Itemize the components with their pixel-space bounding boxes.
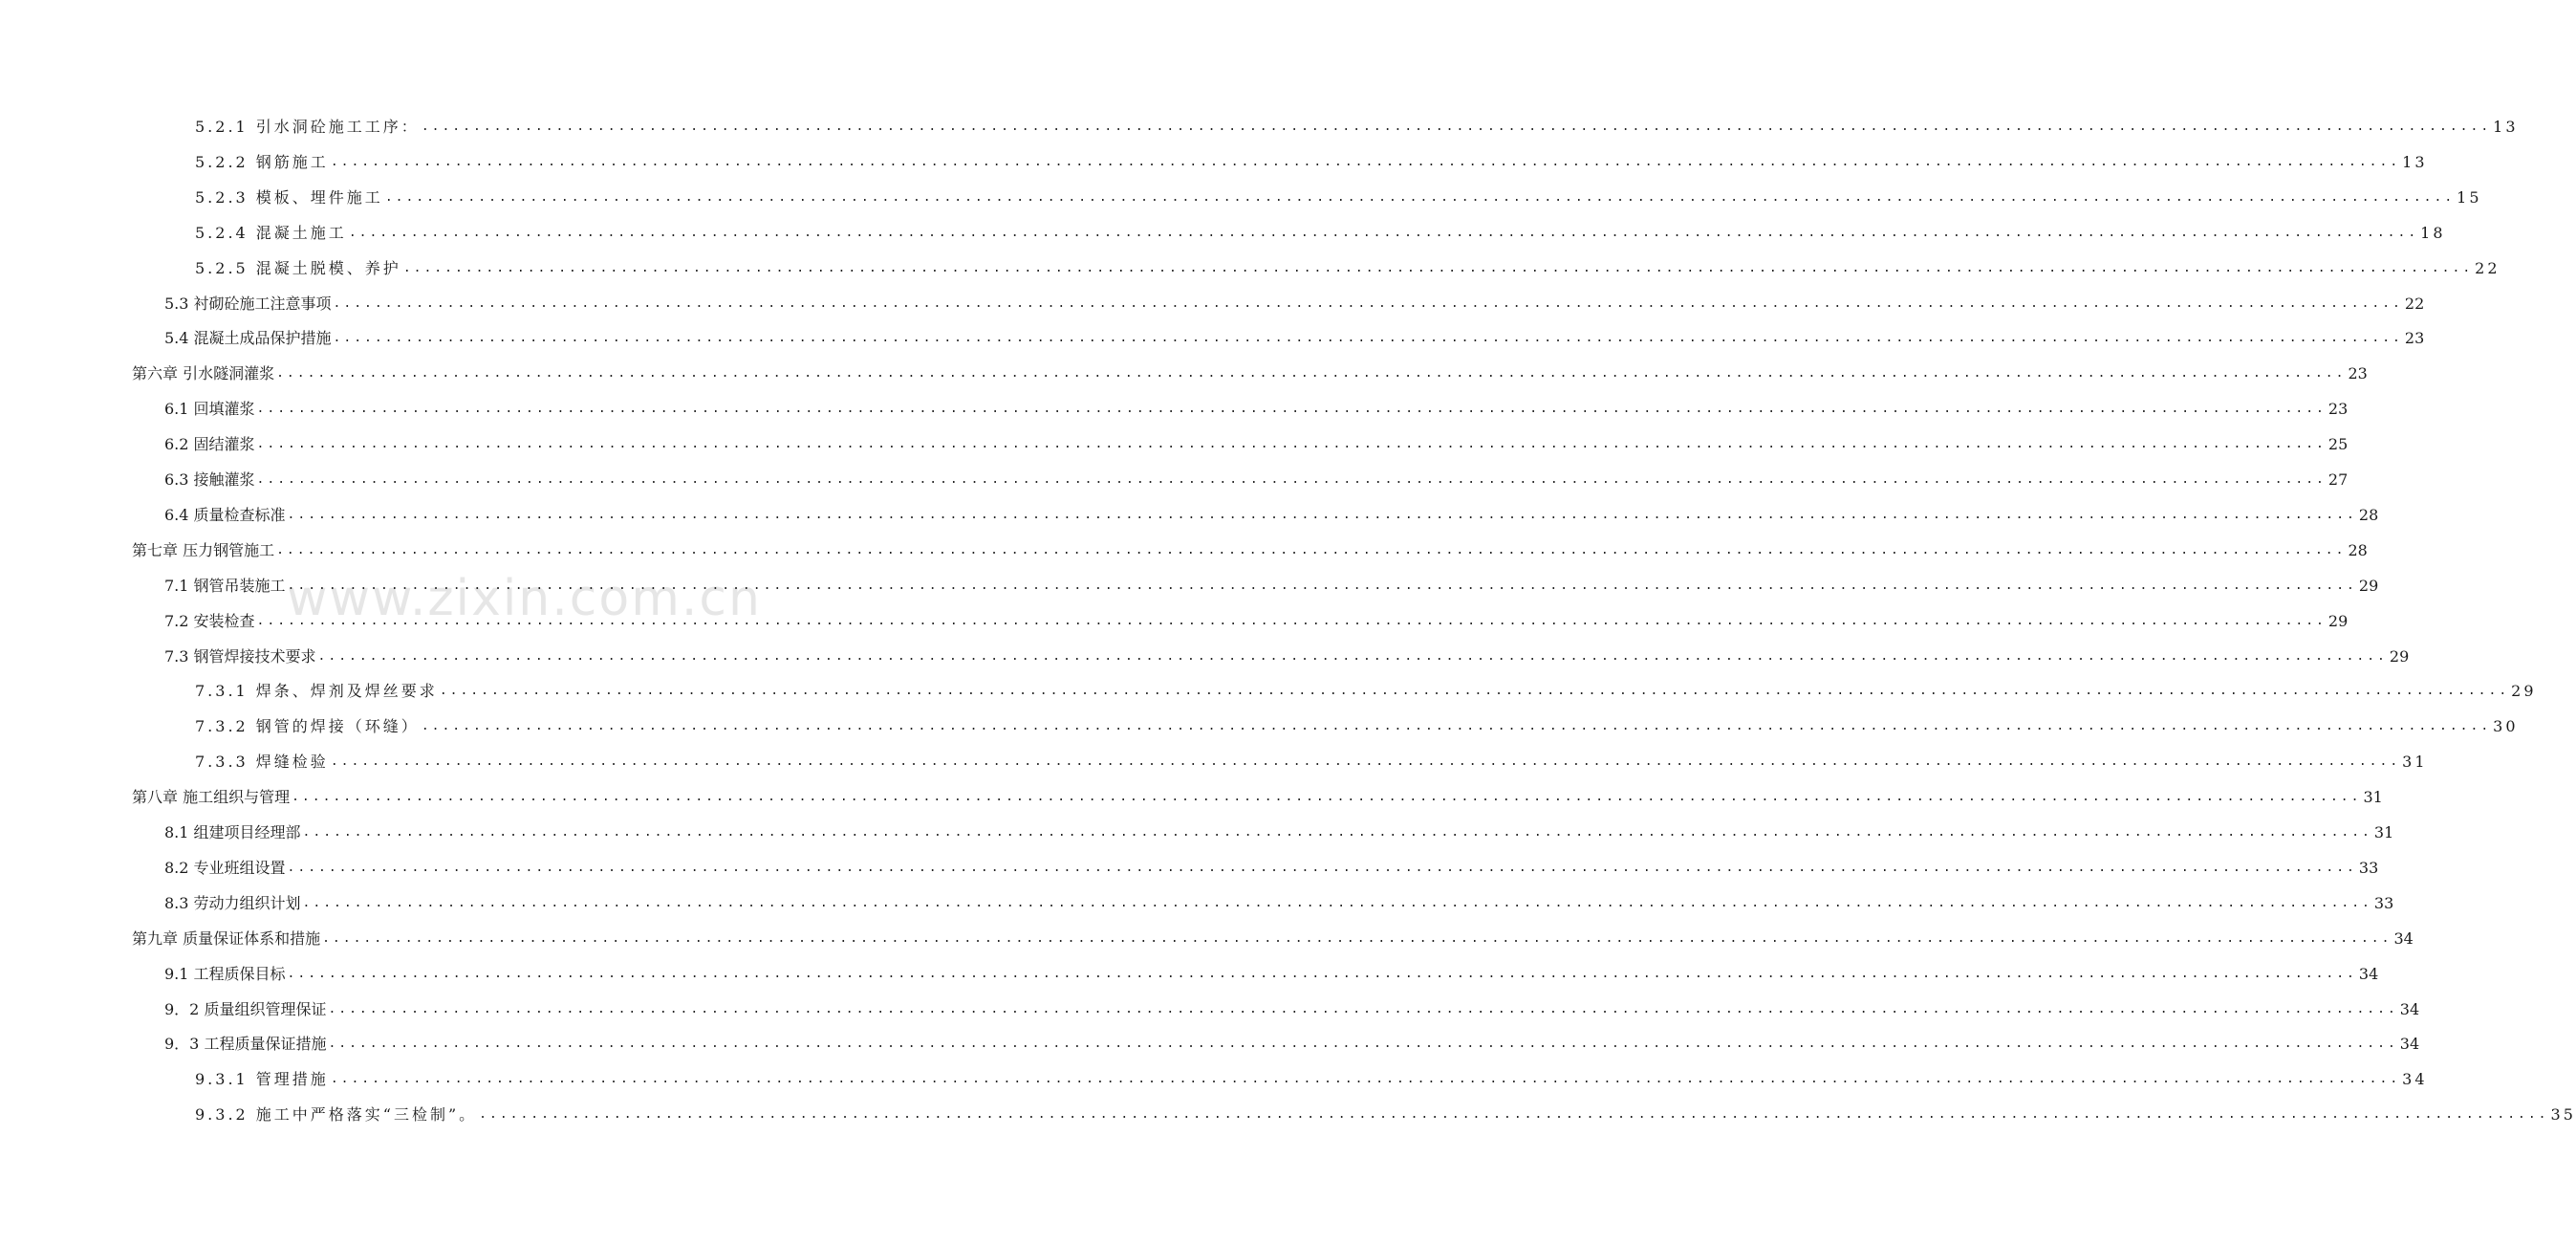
toc-entry-label: 6.1 回填灌浆 xyxy=(164,400,255,419)
toc-leader-dots: ........................................................................................................................................................................................................ xyxy=(421,120,2492,134)
toc-entry-label: 9.1 工程质保目标 xyxy=(164,964,286,983)
toc-entry-page: 13 xyxy=(2493,118,2519,136)
toc-entry-page: 27 xyxy=(2327,470,2349,489)
toc-entry-label: 7.1 钢管吊装施工 xyxy=(164,576,286,595)
toc-entry[interactable] xyxy=(195,219,2446,248)
toc-entry-label: 7.3.1 焊条、焊剂及焊丝要求 xyxy=(195,682,438,701)
toc-entry-label: 9.3.1 管理措施 xyxy=(195,1070,329,1089)
toc-leader-dots: ........................................................................................................................................................................................................ xyxy=(328,1037,2398,1052)
toc-entry-page: 22 xyxy=(2404,294,2425,313)
toc-entry-page: 23 xyxy=(2348,364,2368,383)
toc-entry-page: 31 xyxy=(2402,753,2428,772)
toc-entry-page: 34 xyxy=(2399,999,2420,1018)
toc-entry[interactable] xyxy=(164,466,2349,494)
toc-entry-page: 34 xyxy=(2393,928,2414,948)
toc-leader-dots: ........................................................................................................................................................................................................ xyxy=(330,1072,2401,1087)
toc-entry-page: 28 xyxy=(2358,505,2379,524)
toc-leader-dots: ........................................................................................................................................................................................................ xyxy=(317,648,2388,664)
toc-entry[interactable] xyxy=(132,536,2368,565)
toc-entry-page: 34 xyxy=(2402,1070,2428,1089)
toc-leader-dots: ........................................................................................................................................................................................................ xyxy=(330,154,2401,169)
toc-leader-dots: ........................................................................................................................................................................................................ xyxy=(292,790,2362,805)
watermark: www.zixin.com.cn xyxy=(287,570,762,627)
toc-entry-label: 5.2.3 模板、埋件施工 xyxy=(195,187,383,207)
toc-entry[interactable] xyxy=(164,1030,2420,1059)
toc-entry-page: 34 xyxy=(2399,1035,2420,1054)
toc-entry-page: 31 xyxy=(2363,788,2383,807)
toc-leader-dots: ........................................................................................................................................................................................................ xyxy=(439,684,2510,699)
toc-entry-page: 29 xyxy=(2358,576,2379,595)
toc-entry-page: 23 xyxy=(2327,400,2349,419)
toc-entry-page: 28 xyxy=(2348,540,2368,559)
toc-entry-page: 18 xyxy=(2420,223,2446,242)
toc-entry-page: 23 xyxy=(2404,329,2425,348)
toc-leader-dots: ........................................................................................................................................................................................................ xyxy=(328,1001,2398,1016)
toc-entry-label: 8.3 劳动力组织计划 xyxy=(164,893,301,912)
toc-leader-dots: ........................................................................................................................................................................................................ xyxy=(276,542,2347,557)
toc-entry[interactable] xyxy=(195,113,2519,142)
toc-entry-label: 第七章 压力钢管施工 xyxy=(132,540,275,559)
toc-entry-label: 5.3 衬砌砼施工注意事项 xyxy=(164,294,332,313)
toc-leader-dots: ........................................................................................................................................................................................................ xyxy=(330,754,2401,770)
toc-entry[interactable] xyxy=(195,184,2482,212)
toc-leader-dots: ........................................................................................................................................................................................................ xyxy=(402,260,2474,275)
toc-entry-label: 第六章 引水隧洞灌浆 xyxy=(132,364,275,383)
toc-entry[interactable] xyxy=(132,360,2368,388)
toc-leader-dots: ........................................................................................................................................................................................................ xyxy=(302,825,2372,840)
toc-entry[interactable] xyxy=(164,643,2410,671)
toc-entry[interactable] xyxy=(164,854,2379,883)
toc-entry[interactable] xyxy=(195,712,2519,741)
toc-entry[interactable] xyxy=(195,1065,2428,1094)
toc-entry-label: 9．2 质量组织管理保证 xyxy=(164,999,327,1018)
toc-leader-dots: ........................................................................................................................................................................................................ xyxy=(348,225,2419,240)
toc-entry-page: 34 xyxy=(2358,964,2379,983)
toc-leader-dots: ........................................................................................................................................................................................................ xyxy=(333,331,2403,346)
toc-entry-label: 8.1 组建项目经理部 xyxy=(164,823,301,841)
toc-entry-label: 7.3.3 焊缝检验 xyxy=(195,753,329,772)
toc-entry-label: 7.2 安装检查 xyxy=(164,611,255,630)
toc-entry-label: 7.3.2 钢管的焊接（环缝） xyxy=(195,717,420,736)
toc-entry[interactable] xyxy=(132,783,2383,812)
toc-entry-label: 5.2.2 钢筋施工 xyxy=(195,152,329,171)
toc-entry-label: 5.2.4 混凝土施工 xyxy=(195,223,347,242)
toc-leader-dots: ........................................................................................................................................................................................................ xyxy=(287,578,2357,593)
toc-entry[interactable] xyxy=(164,960,2379,989)
toc-entry-page: 25 xyxy=(2327,435,2349,454)
toc-entry-label: 6.3 接触灌浆 xyxy=(164,470,255,489)
toc-entry-page: 31 xyxy=(2373,823,2394,841)
toc-leader-dots: ........................................................................................................................................................................................................ xyxy=(256,402,2327,417)
toc-entry[interactable] xyxy=(195,254,2500,283)
toc-entry-label: 5.2.5 混凝土脱模、养护 xyxy=(195,258,401,277)
toc-entry-page: 29 xyxy=(2511,682,2537,701)
toc-entry[interactable] xyxy=(164,501,2379,530)
toc-entry-label: 5.2.1 引水洞砼施工工序： xyxy=(195,118,420,136)
toc-entry[interactable] xyxy=(164,290,2425,318)
toc-leader-dots: ........................................................................................................................................................................................................ xyxy=(333,295,2403,311)
toc-entry[interactable] xyxy=(164,889,2394,918)
toc-entry[interactable] xyxy=(164,395,2349,424)
toc-leader-dots: ........................................................................................................................................................................................................ xyxy=(256,472,2327,487)
toc-entry-page: 33 xyxy=(2358,858,2379,877)
toc-leader-dots: ........................................................................................................................................................................................................ xyxy=(287,860,2357,875)
toc-leader-dots: ........................................................................................................................................................................................................ xyxy=(322,930,2392,946)
toc-entry[interactable] xyxy=(164,324,2425,353)
toc-entry-label: 7.3 钢管焊接技术要求 xyxy=(164,646,316,666)
toc-entry-page: 29 xyxy=(2327,611,2349,630)
toc-leader-dots: ........................................................................................................................................................................................................ xyxy=(256,437,2327,452)
toc-leader-dots: ........................................................................................................................................................................................................ xyxy=(302,895,2372,910)
toc-entry-label: 9．3 工程质量保证措施 xyxy=(164,1035,327,1054)
toc-leader-dots: ........................................................................................................................................................................................................ xyxy=(287,966,2357,981)
toc-entry-label: 5.4 混凝土成品保护措施 xyxy=(164,329,332,348)
toc-entry[interactable] xyxy=(195,677,2537,706)
toc-entry[interactable] xyxy=(164,819,2394,847)
toc-leader-dots: ........................................................................................................................................................................................................ xyxy=(384,189,2456,205)
toc-leader-dots: ........................................................................................................................................................................................................ xyxy=(421,719,2492,734)
toc-leader-dots: ........................................................................................................................................................................................................ xyxy=(287,507,2357,522)
toc-entry-page: 15 xyxy=(2457,187,2482,207)
toc-entry-page: 30 xyxy=(2493,717,2519,736)
toc-entry-label: 第八章 施工组织与管理 xyxy=(132,788,291,807)
toc-leader-dots: ........................................................................................................................................................................................................ xyxy=(276,366,2347,382)
toc-entry[interactable] xyxy=(132,925,2414,953)
toc-entry-label: 9.3.2 施工中严格落实“三检制”。 xyxy=(195,1105,478,1125)
toc-entry-page: 13 xyxy=(2402,152,2428,171)
toc-entry-page: 22 xyxy=(2475,258,2500,277)
toc-entry[interactable] xyxy=(164,995,2420,1024)
toc-entry-page: 29 xyxy=(2389,646,2410,666)
toc-entry[interactable] xyxy=(164,607,2349,636)
toc-entry-label: 6.4 质量检查标准 xyxy=(164,505,286,524)
toc-entry[interactable] xyxy=(195,1101,2576,1129)
toc-entry-page: 33 xyxy=(2373,893,2394,912)
toc-entry-label: 6.2 固结灌浆 xyxy=(164,435,255,454)
toc-entry[interactable] xyxy=(164,430,2349,459)
toc-entry[interactable] xyxy=(195,148,2428,177)
toc-entry-label: 第九章 质量保证体系和措施 xyxy=(132,928,321,948)
toc-entry-label: 8.2 专业班组设置 xyxy=(164,858,286,877)
toc-entry[interactable] xyxy=(195,748,2428,776)
toc-leader-dots: ........................................................................................................................................................................................................ xyxy=(479,1107,2549,1123)
toc-leader-dots: ........................................................................................................................................................................................................ xyxy=(256,613,2327,628)
toc-entry-page: 35 xyxy=(2550,1105,2576,1125)
